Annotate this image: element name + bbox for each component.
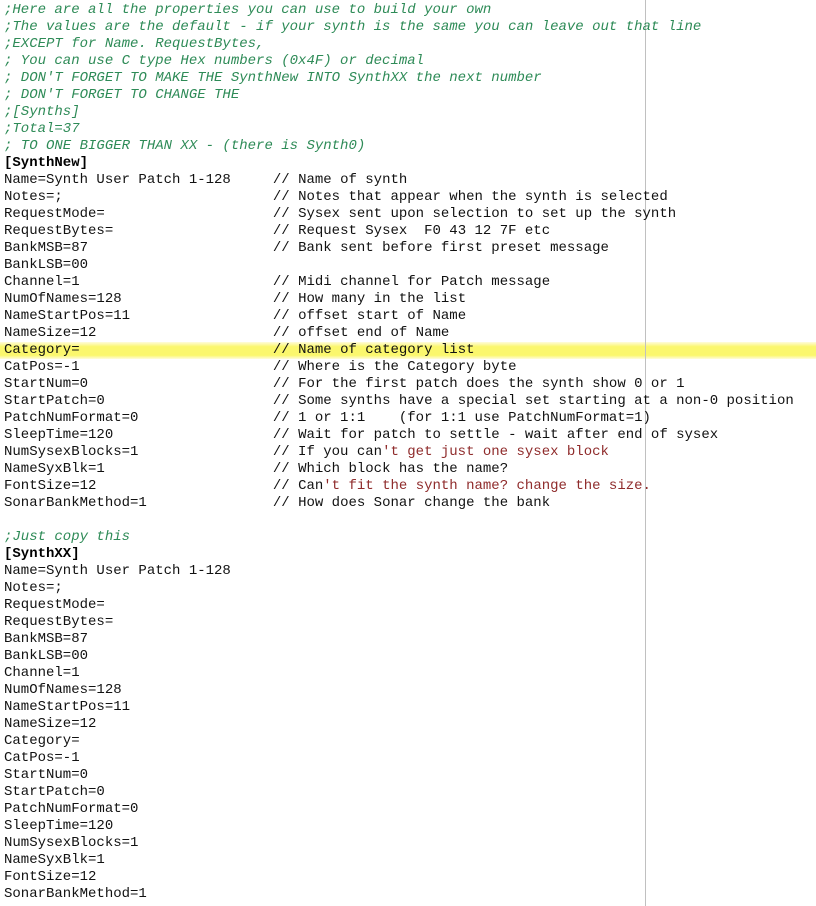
padding <box>122 291 273 307</box>
key-value-text: NameStartPos=11 <box>4 308 131 324</box>
comment-text: // If you can <box>272 444 383 460</box>
code-line <box>0 716 816 733</box>
padding <box>113 427 273 443</box>
key-value-text: Channel=1 <box>4 665 80 681</box>
padding <box>138 410 272 426</box>
code-line <box>0 631 816 648</box>
code-line <box>0 869 816 886</box>
code-line <box>0 172 816 189</box>
code-line <box>0 325 816 342</box>
code-line <box>0 495 816 512</box>
comment-text: // How many in the list <box>272 291 467 307</box>
padding <box>88 240 273 256</box>
code-line <box>0 784 816 801</box>
padding <box>231 172 273 188</box>
code-line <box>0 767 816 784</box>
code-line <box>0 308 816 325</box>
key-value-text: BankLSB=00 <box>4 648 89 664</box>
comment-text: // Midi channel for Patch message <box>272 274 551 290</box>
key-value-text: StartNum=0 <box>4 376 89 392</box>
highlighted-line <box>0 342 816 359</box>
code-line <box>0 291 816 308</box>
code-line <box>0 359 816 376</box>
key-value-text: RequestMode= <box>4 597 105 613</box>
key-value-text: NameSize=12 <box>4 325 97 341</box>
code-line <box>0 512 816 529</box>
code-line <box>0 240 816 257</box>
code-line <box>0 818 816 835</box>
key-value-text: Name=Synth User Patch 1-128 <box>4 172 231 188</box>
padding <box>105 393 273 409</box>
code-line <box>0 733 816 750</box>
comment-text: // How does Sonar change the bank <box>272 495 551 511</box>
key-value-text: StartPatch=0 <box>4 784 105 800</box>
key-value-text: StartNum=0 <box>4 767 89 783</box>
key-value-text: Notes=; <box>4 580 63 596</box>
code-line <box>0 801 816 818</box>
key-value-text: NameSyxBlk=1 <box>4 852 105 868</box>
key-value-text: CatPos=-1 <box>4 359 80 375</box>
comment-text: // 1 or 1:1 (for 1:1 use PatchNumFormat=1) <box>272 410 651 426</box>
key-value-text: CatPos=-1 <box>4 750 80 766</box>
key-value-text: Category= <box>4 733 80 749</box>
code-line <box>0 206 816 223</box>
padding <box>88 376 273 392</box>
code-line <box>0 393 816 410</box>
comment-text: // offset start of Name <box>272 308 467 324</box>
comment-text: // Name of synth <box>272 172 408 188</box>
code-line: ; DON'T FORGET TO MAKE THE SynthNew INTO SynthXX the next number <box>4 70 542 86</box>
key-value-text: SleepTime=120 <box>4 818 114 834</box>
key-value-text: StartPatch=0 <box>4 393 105 409</box>
code-line <box>0 478 816 495</box>
code-line <box>0 750 816 767</box>
comment-text: // offset end of Name <box>272 325 450 341</box>
padding <box>80 274 273 290</box>
padding <box>113 223 273 239</box>
code-line <box>0 444 816 461</box>
key-value-text: NumSysexBlocks=1 <box>4 444 139 460</box>
padding <box>105 206 273 222</box>
code-line <box>0 682 816 699</box>
comment-text: // Sysex sent upon selection to set up the synth <box>272 206 677 222</box>
padding <box>96 478 272 494</box>
key-value-text: NumOfNames=128 <box>4 291 122 307</box>
code-line: ; You can use C type Hex numbers (0x4F) or decimal <box>4 53 425 69</box>
comment-text: // Name of category list <box>272 342 475 358</box>
code-line: ;Total=37 <box>4 121 80 137</box>
key-value-text: RequestBytes= <box>4 614 114 630</box>
code-line <box>0 886 816 903</box>
comment-text: // Request Sysex F0 43 12 7F etc <box>272 223 551 239</box>
padding <box>138 444 272 460</box>
code-line <box>0 410 816 427</box>
key-value-text: FontSize=12 <box>4 869 97 885</box>
key-value-text: BankMSB=87 <box>4 240 89 256</box>
comment-text: // Can <box>272 478 324 494</box>
code-line <box>0 189 816 206</box>
padding <box>96 325 272 341</box>
padding <box>147 495 273 511</box>
code-line <box>0 648 816 665</box>
padding <box>105 461 273 477</box>
code-line: ;[Synths] <box>4 104 80 120</box>
code-line <box>0 223 816 240</box>
code-line: ;Here are all the properties you can use to build your own <box>4 2 492 18</box>
padding <box>130 308 273 324</box>
comment-text: // Where is the Category byte <box>272 359 517 375</box>
code-line <box>0 835 816 852</box>
code-line <box>0 580 816 597</box>
code-line <box>0 699 816 716</box>
key-value-text: RequestBytes= <box>4 223 114 239</box>
code-line <box>0 427 816 444</box>
code-lines <box>0 2 816 903</box>
code-line <box>0 597 816 614</box>
code-line: ;EXCEPT for Name. RequestBytes, <box>4 36 265 52</box>
key-value-text: Name=Synth User Patch 1-128 <box>4 563 231 579</box>
code-line: ;Just copy this <box>4 529 131 545</box>
key-value-text: RequestMode= <box>4 206 105 222</box>
key-value-text: NameSize=12 <box>4 716 97 732</box>
comment-text: // Which block has the name? <box>272 461 509 477</box>
comment-text: // Notes that appear when the synth is selected <box>272 189 668 205</box>
section-header-line: [SynthXX] <box>4 546 80 562</box>
code-line: ; DON'T FORGET TO CHANGE THE <box>4 87 240 103</box>
key-value-text: FontSize=12 <box>4 478 97 494</box>
code-line <box>0 563 816 580</box>
padding <box>80 342 273 358</box>
code-line <box>0 852 816 869</box>
code-line <box>0 665 816 682</box>
key-value-text: Notes=; <box>4 189 63 205</box>
comment-text: // Bank sent before first preset message <box>272 240 609 256</box>
padding <box>63 189 273 205</box>
comment-text: // For the first patch does the synth show 0 or 1 <box>272 376 685 392</box>
string-comment-text: 't get just one sysex block <box>382 444 609 460</box>
key-value-text: NumSysexBlocks=1 <box>4 835 139 851</box>
key-value-text: BankMSB=87 <box>4 631 89 647</box>
key-value-text: Category= <box>4 342 80 358</box>
code-line <box>0 376 816 393</box>
code-line <box>0 461 816 478</box>
code-line: ; TO ONE BIGGER THAN XX - (there is Synth0) <box>4 138 366 154</box>
key-value-text: NumOfNames=128 <box>4 682 122 698</box>
key-value-text: PatchNumFormat=0 <box>4 410 139 426</box>
code-line: ;The values are the default - if your synth is the same you can leave out that line <box>4 19 702 35</box>
string-comment-text: 't fit the synth name? change the size. <box>323 478 651 494</box>
code-line <box>0 274 816 291</box>
key-value-text: Channel=1 <box>4 274 80 290</box>
padding <box>80 359 273 375</box>
key-value-text: NameSyxBlk=1 <box>4 461 105 477</box>
comment-text: // Some synths have a special set starting at a non-0 position <box>272 393 794 409</box>
code-line <box>0 257 816 274</box>
key-value-text: PatchNumFormat=0 <box>4 801 139 817</box>
key-value-text: SonarBankMethod=1 <box>4 495 147 511</box>
key-value-text: BankLSB=00 <box>4 257 89 273</box>
section-header-line: [SynthNew] <box>4 155 89 171</box>
key-value-text: NameStartPos=11 <box>4 699 131 715</box>
key-value-text: SonarBankMethod=1 <box>4 886 147 902</box>
comment-text: // Wait for patch to settle - wait after end of sysex <box>272 427 719 443</box>
key-value-text: SleepTime=120 <box>4 427 114 443</box>
code-line <box>0 614 816 631</box>
